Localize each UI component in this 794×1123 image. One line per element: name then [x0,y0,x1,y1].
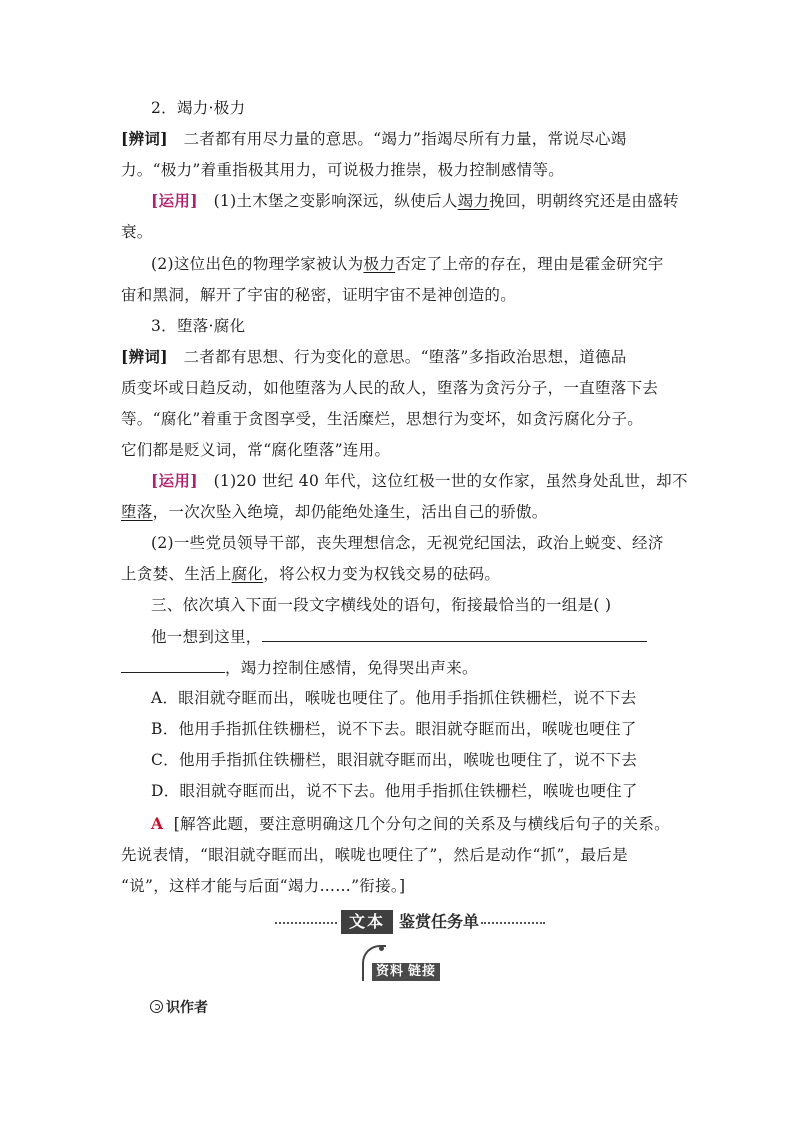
item3-heading: 3．堕落·腐化 [151,317,246,335]
bianci-tag: [辨词] [121,129,168,148]
underlined-word: 极力 [363,255,396,273]
question-line1 [151,626,711,647]
badge-word: 链接 [408,964,437,979]
option-c: C．他用手指抓住铁栅栏，眼泪就夺眶而出，喉咙也哽住了，说不下去 [151,751,638,769]
question-text: ，竭力控制住感情，免得哭出声来。 [225,659,478,677]
option-a: A．眼泪就夺眶而出，喉咙也哽住了。他用手指抓住铁栅栏，说不下去 [151,689,637,707]
item3-bianci-line3: 等。“腐化”着重于贪图享受，生活糜烂，思想行为变坏，如贪污腐化分子。 [121,410,644,428]
usage-text: 否定了上帝的存在，理由是霍金研究宇 [395,255,664,273]
dotted-rule-right [481,922,545,924]
item3-usage2-line2 [121,564,681,584]
item2-heading: 2．竭力·极力 [151,99,246,117]
item3-usage2: (2)一些党员领导干部，丧失理想信念，无视党纪国法，政治上蜕变、经济 [151,534,664,552]
item2-usage2 [151,254,711,274]
item3-bianci-line1 [121,347,681,367]
question-text: 他一想到这里， [151,628,262,646]
circle-icon [150,1000,163,1013]
yunyong-tag: [运用] [151,471,198,490]
section-banner [275,910,545,936]
banner-box: 文本 [341,910,393,934]
usage-text: (1)土木堡之变影响深远，纵使后人 [213,192,458,210]
usage-text: ，一次次坠入绝境，却仍能绝处逢生，活出自己的骄傲。 [152,503,548,521]
item2-usage2-line2: 宙和黑洞，解开了宇宙的秘密，证明宇宙不是神创造的。 [121,286,517,304]
usage-text: ，将公权力变为权钱交易的砝码。 [263,565,501,583]
answer-explanation-line2: 先说表情，“眼泪就夺眶而出，喉咙也哽住了”，然后是动作“抓”，最后是 [121,846,628,864]
banner-title: 鉴赏任务单 [399,912,480,931]
badge-label [372,963,440,981]
answer-explanation-line1 [151,814,711,834]
bianci-tag: [辨词] [121,347,168,366]
item2-usage1 [151,191,711,211]
usage-text: (2)这位出色的物理学家被认为 [151,255,364,273]
usage-text: 挽回，明朝终究还是由盛转 [489,192,679,210]
badge-dot-decoration [379,946,384,951]
item2-bianci-line2: 力。“极力”着重指极其用力，可说极力推崇，极力控制感情等。 [121,161,565,179]
item3-bianci-line4: 它们都是贬义词，常“腐化堕落”连用。 [121,441,391,459]
underlined-word: 堕落 [121,503,153,521]
badge-word: 资料 [376,964,405,979]
bianci-text: 二者都有思想、行为变化的意思。“堕落”多指政治思想，道德品 [183,348,627,366]
item3-bianci-line2: 质变坏或日趋反动，如他堕落为人民的敌人，堕落为贪污分子，一直堕落下去 [121,379,659,397]
item3-usage1 [151,471,711,491]
item2-bianci-line1 [121,129,681,149]
question-line2 [121,657,681,678]
answer-explanation-line3: “说”，这样才能与后面“竭力……”衔接。] [121,877,406,895]
usage-text: 上贪婪、生活上 [121,565,232,583]
author-section-heading [150,997,208,1017]
answer-letter: A [151,814,164,833]
section-label: 识作者 [166,1000,208,1016]
bianci-text: 二者都有用尽力量的意思。“竭力”指竭尽所有力量，常说尽心竭 [183,130,627,148]
underlined-word: 竭力 [457,192,490,210]
explanation-text: [解答此题，要注意明确这几个分句之间的关系及与横线后句子的关系。 [173,815,670,833]
item2-usage1-line2: 衰。 [121,223,153,241]
option-d: D．眼泪就夺眶而出，说不下去。他用手指抓住铁栅栏，喉咙也哽住了 [151,782,638,800]
resource-link-badge [362,945,462,981]
question-stem: 三、依次填入下面一段文字横线处的语句，衔接最恰当的一组是( ) [151,596,612,614]
underlined-word: 腐化 [231,565,264,583]
yunyong-tag: [运用] [151,191,198,210]
dotted-rule-left [275,922,337,924]
fill-blank [121,657,225,673]
fill-blank [262,626,647,642]
usage-text: (1)20 世纪 40 年代，这位红极一世的女作家，虽然身处乱世，却不 [213,472,688,490]
item3-usage1-line2 [121,502,681,522]
option-b: B．他用手指抓住铁栅栏，说不下去。眼泪就夺眶而出，喉咙也哽住了 [151,720,637,738]
